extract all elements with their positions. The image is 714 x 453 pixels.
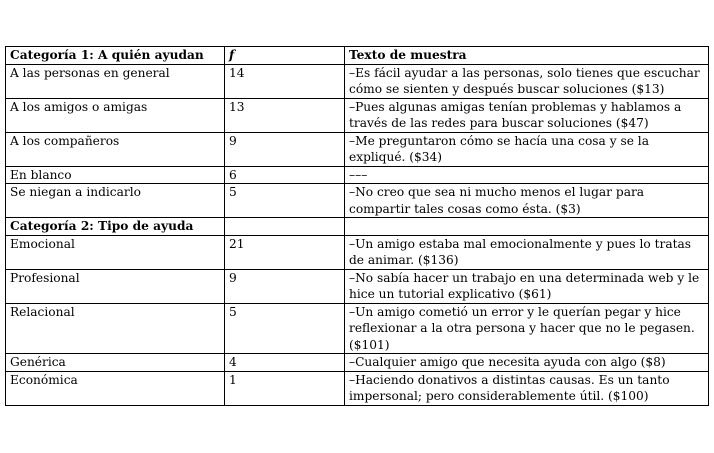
row-frequency: 5 [225, 303, 345, 354]
category-2-title: Categoría 2: Tipo de ayuda [6, 218, 225, 236]
table-row [6, 98, 709, 132]
table-row [6, 166, 709, 184]
row-sample: –Un amigo estaba mal emocionalmente y pues lo tratas de animar. ($136) [345, 235, 709, 269]
row-sample: –Cualquier amigo que necesita ayuda con algo ($8) [345, 354, 709, 372]
empty-cell [225, 218, 345, 236]
row-frequency: 13 [225, 98, 345, 132]
row-sample: –Haciendo donativos a distintas causas. Es un tanto impersonal; pero considerablemente útil. ($100) [345, 371, 709, 405]
table-row [6, 354, 709, 372]
row-frequency: 9 [225, 269, 345, 303]
row-sample: –No creo que sea ni mucho menos el lugar para compartir tales cosas como ésta. ($3) [345, 184, 709, 218]
help-categories-table-container [5, 46, 708, 406]
table-row [6, 303, 709, 354]
table-row [6, 371, 709, 405]
table-row [6, 184, 709, 218]
row-label: Emocional [6, 235, 225, 269]
row-label: Relacional [6, 303, 225, 354]
row-sample: –Es fácil ayudar a las personas, solo tienes que escuchar cómo se sienten y después buscar soluciones ($13) [345, 64, 709, 98]
table-row [6, 64, 709, 98]
row-frequency: 14 [225, 64, 345, 98]
header-sample-text: Texto de muestra [345, 47, 709, 65]
row-label: Genérica [6, 354, 225, 372]
row-sample: –Me preguntaron cómo se hacía una cosa y se la expliqué. ($34) [345, 132, 709, 166]
row-frequency: 9 [225, 132, 345, 166]
table-row [6, 132, 709, 166]
category-2-header-row [6, 218, 709, 236]
row-label: A los compañeros [6, 132, 225, 166]
row-frequency: 6 [225, 166, 345, 184]
row-label: Se niegan a indicarlo [6, 184, 225, 218]
row-label: A las personas en general [6, 64, 225, 98]
row-sample: ––– [345, 166, 709, 184]
table-row [6, 269, 709, 303]
row-label: A los amigos o amigas [6, 98, 225, 132]
table-row [6, 235, 709, 269]
row-frequency: 1 [225, 371, 345, 405]
row-sample: –Pues algunas amigas tenían problemas y hablamos a través de las redes para buscar soluciones ($47) [345, 98, 709, 132]
row-frequency: 4 [225, 354, 345, 372]
empty-cell [345, 218, 709, 236]
row-label: En blanco [6, 166, 225, 184]
row-label: Económica [6, 371, 225, 405]
header-frequency: f [225, 47, 345, 65]
row-sample: –No sabía hacer un trabajo en una determinada web y le hice un tutorial explicativo ($61) [345, 269, 709, 303]
row-frequency: 5 [225, 184, 345, 218]
header-category: Categoría 1: A quién ayudan [6, 47, 225, 65]
row-sample: –Un amigo cometió un error y le querían pegar y hice reflexionar a la otra persona y hacer que no le pegasen. ($101) [345, 303, 709, 354]
help-categories-table [5, 46, 709, 406]
row-frequency: 21 [225, 235, 345, 269]
row-label: Profesional [6, 269, 225, 303]
header-row [6, 47, 709, 65]
